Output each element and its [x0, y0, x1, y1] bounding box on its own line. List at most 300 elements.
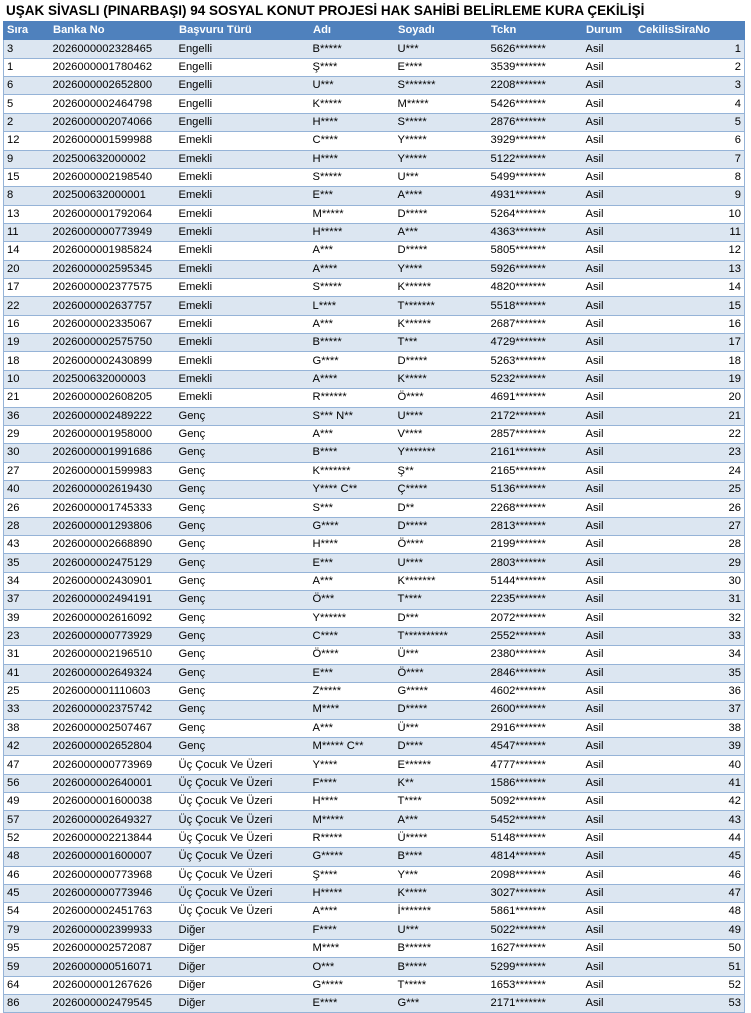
durum-cell: Asil: [583, 719, 635, 737]
durum-cell: Asil: [583, 829, 635, 847]
soyadi-cell: Ş**: [395, 462, 488, 480]
soyadi-cell: T*****: [395, 976, 488, 994]
banka-no-cell: 2026000002652800: [50, 77, 176, 95]
cekilis-sira-no-cell: 40: [635, 756, 745, 774]
cekilis-sira-no-cell: 8: [635, 168, 745, 186]
cekilis-sira-no-cell: 33: [635, 627, 745, 645]
tckn-cell: 5232*******: [488, 370, 583, 388]
cekilis-sira-no-cell: 45: [635, 848, 745, 866]
banka-no-cell: 2026000002464798: [50, 95, 176, 113]
durum-cell: Asil: [583, 591, 635, 609]
banka-no-cell: 2026000000773946: [50, 884, 176, 902]
banka-no-cell: 2026000001780462: [50, 58, 176, 76]
table-row: [4, 113, 745, 131]
tckn-cell: 2165*******: [488, 462, 583, 480]
durum-cell: Asil: [583, 939, 635, 957]
sira-cell: 1: [4, 58, 50, 76]
basvuru-turu-cell: Diğer: [176, 958, 310, 976]
adi-cell: Y**** C**: [310, 480, 395, 498]
sira-cell: 28: [4, 517, 50, 535]
soyadi-cell: G***: [395, 995, 488, 1013]
adi-cell: F****: [310, 774, 395, 792]
soyadi-cell: K*****: [395, 884, 488, 902]
soyadi-cell: İ*******: [395, 903, 488, 921]
durum-cell: Asil: [583, 958, 635, 976]
banka-no-cell: 2026000001293806: [50, 517, 176, 535]
durum-cell: Asil: [583, 242, 635, 260]
table-row: [4, 939, 745, 957]
soyadi-cell: Ö****: [395, 664, 488, 682]
adi-cell: O***: [310, 958, 395, 976]
tckn-cell: 1586*******: [488, 774, 583, 792]
table-row: [4, 499, 745, 517]
cekilis-sira-no-cell: 18: [635, 352, 745, 370]
table-row: [4, 811, 745, 829]
banka-no-cell: 2026000001600007: [50, 848, 176, 866]
column-header-basvuru-turu[interactable]: Başvuru Türü: [176, 22, 310, 40]
banka-no-cell: 2026000001792064: [50, 205, 176, 223]
soyadi-cell: Ü***: [395, 646, 488, 664]
sira-cell: 39: [4, 609, 50, 627]
cekilis-sira-no-cell: 4: [635, 95, 745, 113]
table-row: [4, 425, 745, 443]
basvuru-turu-cell: Diğer: [176, 939, 310, 957]
cekilis-sira-no-cell: 22: [635, 425, 745, 443]
banka-no-cell: 2026000002668890: [50, 536, 176, 554]
durum-cell: Asil: [583, 793, 635, 811]
tckn-cell: 4931*******: [488, 187, 583, 205]
soyadi-cell: B****: [395, 848, 488, 866]
sira-cell: 30: [4, 444, 50, 462]
cekilis-sira-no-cell: 21: [635, 407, 745, 425]
basvuru-turu-cell: Genç: [176, 682, 310, 700]
banka-no-cell: 2026000002375742: [50, 701, 176, 719]
durum-cell: Asil: [583, 40, 635, 58]
sira-cell: 2: [4, 113, 50, 131]
column-header-tckn[interactable]: Tckn: [488, 22, 583, 40]
banka-no-cell: 2026000002335067: [50, 315, 176, 333]
column-header-durum[interactable]: Durum: [583, 22, 635, 40]
sira-cell: 11: [4, 223, 50, 241]
soyadi-cell: Ü*****: [395, 829, 488, 847]
durum-cell: Asil: [583, 499, 635, 517]
table-row: [4, 205, 745, 223]
tckn-cell: 2199*******: [488, 536, 583, 554]
cekilis-sira-no-cell: 15: [635, 297, 745, 315]
tckn-cell: 5144*******: [488, 572, 583, 590]
durum-cell: Asil: [583, 811, 635, 829]
tckn-cell: 5805*******: [488, 242, 583, 260]
adi-cell: R******: [310, 389, 395, 407]
banka-no-cell: 2026000002074066: [50, 113, 176, 131]
tckn-cell: 2803*******: [488, 554, 583, 572]
tckn-cell: 5518*******: [488, 297, 583, 315]
soyadi-cell: Y*****: [395, 132, 488, 150]
basvuru-turu-cell: Üç Çocuk Ve Üzeri: [176, 903, 310, 921]
sira-cell: 54: [4, 903, 50, 921]
sira-cell: 46: [4, 866, 50, 884]
table-row: [4, 480, 745, 498]
cekilis-sira-no-cell: 49: [635, 921, 745, 939]
durum-cell: Asil: [583, 315, 635, 333]
basvuru-turu-cell: Emekli: [176, 150, 310, 168]
banka-no-cell: 202500632000001: [50, 187, 176, 205]
durum-cell: Asil: [583, 884, 635, 902]
table-header-row: [4, 22, 745, 40]
banka-no-cell: 2026000002649324: [50, 664, 176, 682]
tckn-cell: 4602*******: [488, 682, 583, 700]
cekilis-sira-no-cell: 31: [635, 591, 745, 609]
durum-cell: Asil: [583, 95, 635, 113]
soyadi-cell: Y****: [395, 260, 488, 278]
sira-cell: 86: [4, 995, 50, 1013]
table-row: [4, 297, 745, 315]
basvuru-turu-cell: Emekli: [176, 389, 310, 407]
basvuru-turu-cell: Emekli: [176, 279, 310, 297]
basvuru-turu-cell: Üç Çocuk Ve Üzeri: [176, 756, 310, 774]
tckn-cell: 2172*******: [488, 407, 583, 425]
basvuru-turu-cell: Üç Çocuk Ve Üzeri: [176, 793, 310, 811]
table-row: [4, 774, 745, 792]
soyadi-cell: D*****: [395, 205, 488, 223]
basvuru-turu-cell: Genç: [176, 517, 310, 535]
cekilis-sira-no-cell: 50: [635, 939, 745, 957]
tckn-cell: 4777*******: [488, 756, 583, 774]
durum-cell: Asil: [583, 921, 635, 939]
table-row: [4, 701, 745, 719]
tckn-cell: 5148*******: [488, 829, 583, 847]
adi-cell: Ö****: [310, 646, 395, 664]
durum-cell: Asil: [583, 627, 635, 645]
basvuru-turu-cell: Emekli: [176, 168, 310, 186]
sira-cell: 56: [4, 774, 50, 792]
cekilis-sira-no-cell: 26: [635, 499, 745, 517]
cekilis-sira-no-cell: 35: [635, 664, 745, 682]
column-header-sira[interactable]: Sıra: [4, 22, 50, 40]
sira-cell: 45: [4, 884, 50, 902]
soyadi-cell: S*******: [395, 77, 488, 95]
tckn-cell: 5861*******: [488, 903, 583, 921]
basvuru-turu-cell: Emekli: [176, 370, 310, 388]
table-row: [4, 738, 745, 756]
durum-cell: Asil: [583, 389, 635, 407]
tckn-cell: 5299*******: [488, 958, 583, 976]
table-row: [4, 517, 745, 535]
banka-no-cell: 2026000001600038: [50, 793, 176, 811]
sira-cell: 17: [4, 279, 50, 297]
basvuru-turu-cell: Diğer: [176, 976, 310, 994]
banka-no-cell: 2026000001745333: [50, 499, 176, 517]
durum-cell: Asil: [583, 903, 635, 921]
durum-cell: Asil: [583, 352, 635, 370]
soyadi-cell: D*****: [395, 242, 488, 260]
tckn-cell: 2161*******: [488, 444, 583, 462]
sira-cell: 3: [4, 40, 50, 58]
durum-cell: Asil: [583, 738, 635, 756]
tckn-cell: 5452*******: [488, 811, 583, 829]
durum-cell: Asil: [583, 113, 635, 131]
sira-cell: 29: [4, 425, 50, 443]
column-header-soyadi[interactable]: Soyadı: [395, 22, 488, 40]
cekilis-sira-no-cell: 24: [635, 462, 745, 480]
table-row: [4, 921, 745, 939]
table-row: [4, 609, 745, 627]
adi-cell: S*****: [310, 279, 395, 297]
adi-cell: H****: [310, 113, 395, 131]
durum-cell: Asil: [583, 995, 635, 1013]
sira-cell: 20: [4, 260, 50, 278]
basvuru-turu-cell: Emekli: [176, 223, 310, 241]
column-header-banka-no[interactable]: Banka No: [50, 22, 176, 40]
adi-cell: G****: [310, 352, 395, 370]
table-row: [4, 591, 745, 609]
tckn-cell: 5263*******: [488, 352, 583, 370]
table-row: [4, 627, 745, 645]
durum-cell: Asil: [583, 976, 635, 994]
basvuru-turu-cell: Genç: [176, 425, 310, 443]
soyadi-cell: Y***: [395, 866, 488, 884]
basvuru-turu-cell: Genç: [176, 407, 310, 425]
adi-cell: H*****: [310, 884, 395, 902]
adi-cell: G*****: [310, 976, 395, 994]
sira-cell: 10: [4, 370, 50, 388]
banka-no-cell: 2026000002489222: [50, 407, 176, 425]
cekilis-sira-no-cell: 6: [635, 132, 745, 150]
banka-no-cell: 2026000002619430: [50, 480, 176, 498]
tckn-cell: 1653*******: [488, 976, 583, 994]
adi-cell: Z*****: [310, 682, 395, 700]
page-title: UŞAK SİVASLI (PINARBAŞI) 94 SOSYAL KONUT PROJESİ HAK SAHİBİ BELİRLEME KURA ÇEKİLİŞİ: [6, 3, 645, 18]
adi-cell: U***: [310, 77, 395, 95]
banka-no-cell: 2026000002451763: [50, 903, 176, 921]
basvuru-turu-cell: Emekli: [176, 352, 310, 370]
soyadi-cell: B*****: [395, 958, 488, 976]
tckn-cell: 4729*******: [488, 334, 583, 352]
adi-cell: A****: [310, 903, 395, 921]
cekilis-sira-no-cell: 41: [635, 774, 745, 792]
sira-cell: 40: [4, 480, 50, 498]
table-row: [4, 279, 745, 297]
soyadi-cell: G*****: [395, 682, 488, 700]
sira-cell: 52: [4, 829, 50, 847]
cekilis-sira-no-cell: 1: [635, 40, 745, 58]
tckn-cell: 2098*******: [488, 866, 583, 884]
tckn-cell: 3929*******: [488, 132, 583, 150]
durum-cell: Asil: [583, 646, 635, 664]
sira-cell: 95: [4, 939, 50, 957]
table-row: [4, 168, 745, 186]
tckn-cell: 2916*******: [488, 719, 583, 737]
cekilis-sira-no-cell: 39: [635, 738, 745, 756]
column-header-adi[interactable]: Adı: [310, 22, 395, 40]
banka-no-cell: 202500632000003: [50, 370, 176, 388]
banka-no-cell: 2026000002575750: [50, 334, 176, 352]
sira-cell: 21: [4, 389, 50, 407]
column-header-cekilis-sira-no[interactable]: CekilisSiraNo: [635, 22, 745, 40]
adi-cell: M****: [310, 939, 395, 957]
cekilis-sira-no-cell: 51: [635, 958, 745, 976]
sira-cell: 57: [4, 811, 50, 829]
soyadi-cell: U***: [395, 168, 488, 186]
tckn-cell: 3027*******: [488, 884, 583, 902]
durum-cell: Asil: [583, 462, 635, 480]
banka-no-cell: 2026000000773969: [50, 756, 176, 774]
soyadi-cell: Y*****: [395, 150, 488, 168]
soyadi-cell: E******: [395, 756, 488, 774]
banka-no-cell: 2026000002649327: [50, 811, 176, 829]
cekilis-sira-no-cell: 52: [635, 976, 745, 994]
durum-cell: Asil: [583, 609, 635, 627]
soyadi-cell: Y*******: [395, 444, 488, 462]
basvuru-turu-cell: Engelli: [176, 113, 310, 131]
table-row: [4, 315, 745, 333]
table-row: [4, 664, 745, 682]
basvuru-turu-cell: Genç: [176, 701, 310, 719]
sira-cell: 19: [4, 334, 50, 352]
sira-cell: 59: [4, 958, 50, 976]
cekilis-sira-no-cell: 16: [635, 315, 745, 333]
durum-cell: Asil: [583, 370, 635, 388]
adi-cell: K*******: [310, 462, 395, 480]
adi-cell: H****: [310, 150, 395, 168]
table-row: [4, 756, 745, 774]
soyadi-cell: U****: [395, 554, 488, 572]
tckn-cell: 3539*******: [488, 58, 583, 76]
durum-cell: Asil: [583, 774, 635, 792]
tckn-cell: 2846*******: [488, 664, 583, 682]
durum-cell: Asil: [583, 205, 635, 223]
basvuru-turu-cell: Genç: [176, 444, 310, 462]
cekilis-sira-no-cell: 14: [635, 279, 745, 297]
adi-cell: M*****: [310, 205, 395, 223]
table-row: [4, 352, 745, 370]
table-row: [4, 150, 745, 168]
basvuru-turu-cell: Genç: [176, 719, 310, 737]
sira-cell: 49: [4, 793, 50, 811]
durum-cell: Asil: [583, 848, 635, 866]
table-row: [4, 334, 745, 352]
sira-cell: 6: [4, 77, 50, 95]
adi-cell: B*****: [310, 40, 395, 58]
soyadi-cell: M*****: [395, 95, 488, 113]
table-row: [4, 903, 745, 921]
soyadi-cell: D***: [395, 609, 488, 627]
adi-cell: K*****: [310, 95, 395, 113]
banka-no-cell: 2026000002479545: [50, 995, 176, 1013]
basvuru-turu-cell: Emekli: [176, 260, 310, 278]
tckn-cell: 2857*******: [488, 425, 583, 443]
cekilis-sira-no-cell: 44: [635, 829, 745, 847]
banka-no-cell: 2026000002198540: [50, 168, 176, 186]
banka-no-cell: 2026000002196510: [50, 646, 176, 664]
basvuru-turu-cell: Emekli: [176, 242, 310, 260]
sira-cell: 25: [4, 682, 50, 700]
durum-cell: Asil: [583, 297, 635, 315]
durum-cell: Asil: [583, 334, 635, 352]
adi-cell: E***: [310, 187, 395, 205]
tckn-cell: 5022*******: [488, 921, 583, 939]
soyadi-cell: U***: [395, 40, 488, 58]
tckn-cell: 4820*******: [488, 279, 583, 297]
adi-cell: F****: [310, 921, 395, 939]
adi-cell: G****: [310, 517, 395, 535]
adi-cell: L****: [310, 297, 395, 315]
cekilis-sira-no-cell: 30: [635, 572, 745, 590]
soyadi-cell: Ö****: [395, 389, 488, 407]
basvuru-turu-cell: Diğer: [176, 995, 310, 1013]
cekilis-sira-no-cell: 10: [635, 205, 745, 223]
soyadi-cell: T****: [395, 793, 488, 811]
durum-cell: Asil: [583, 480, 635, 498]
basvuru-turu-cell: Genç: [176, 572, 310, 590]
adi-cell: Y******: [310, 609, 395, 627]
soyadi-cell: K*******: [395, 572, 488, 590]
tckn-cell: 2208*******: [488, 77, 583, 95]
table-row: [4, 829, 745, 847]
sira-cell: 34: [4, 572, 50, 590]
table-row: [4, 187, 745, 205]
basvuru-turu-cell: Emekli: [176, 205, 310, 223]
cekilis-sira-no-cell: 23: [635, 444, 745, 462]
soyadi-cell: T*******: [395, 297, 488, 315]
adi-cell: B*****: [310, 334, 395, 352]
table-row: [4, 682, 745, 700]
banka-no-cell: 2026000002652804: [50, 738, 176, 756]
basvuru-turu-cell: Genç: [176, 499, 310, 517]
tckn-cell: 4814*******: [488, 848, 583, 866]
basvuru-turu-cell: Genç: [176, 536, 310, 554]
table-row: [4, 462, 745, 480]
banka-no-cell: 2026000002507467: [50, 719, 176, 737]
soyadi-cell: B******: [395, 939, 488, 957]
durum-cell: Asil: [583, 517, 635, 535]
adi-cell: A***: [310, 425, 395, 443]
adi-cell: M*****: [310, 811, 395, 829]
table-row: [4, 389, 745, 407]
basvuru-turu-cell: Emekli: [176, 315, 310, 333]
adi-cell: S*** N**: [310, 407, 395, 425]
tckn-cell: 2876*******: [488, 113, 583, 131]
soyadi-cell: K**: [395, 774, 488, 792]
table-row: [4, 958, 745, 976]
banka-no-cell: 2026000001599988: [50, 132, 176, 150]
basvuru-turu-cell: Engelli: [176, 95, 310, 113]
sira-cell: 13: [4, 205, 50, 223]
banka-no-cell: 2026000002494191: [50, 591, 176, 609]
soyadi-cell: Ö****: [395, 536, 488, 554]
sira-cell: 79: [4, 921, 50, 939]
cekilis-sira-no-cell: 53: [635, 995, 745, 1013]
sira-cell: 41: [4, 664, 50, 682]
tckn-cell: 4691*******: [488, 389, 583, 407]
table-row: [4, 572, 745, 590]
cekilis-sira-no-cell: 27: [635, 517, 745, 535]
tckn-cell: 2380*******: [488, 646, 583, 664]
adi-cell: Ö***: [310, 591, 395, 609]
table-row: [4, 58, 745, 76]
adi-cell: Ş****: [310, 58, 395, 76]
soyadi-cell: D*****: [395, 701, 488, 719]
table-row: [4, 260, 745, 278]
table-row: [4, 866, 745, 884]
tckn-cell: 5426*******: [488, 95, 583, 113]
durum-cell: Asil: [583, 425, 635, 443]
sira-cell: 64: [4, 976, 50, 994]
cekilis-sira-no-cell: 25: [635, 480, 745, 498]
durum-cell: Asil: [583, 682, 635, 700]
tckn-cell: 4363*******: [488, 223, 583, 241]
basvuru-turu-cell: Genç: [176, 554, 310, 572]
